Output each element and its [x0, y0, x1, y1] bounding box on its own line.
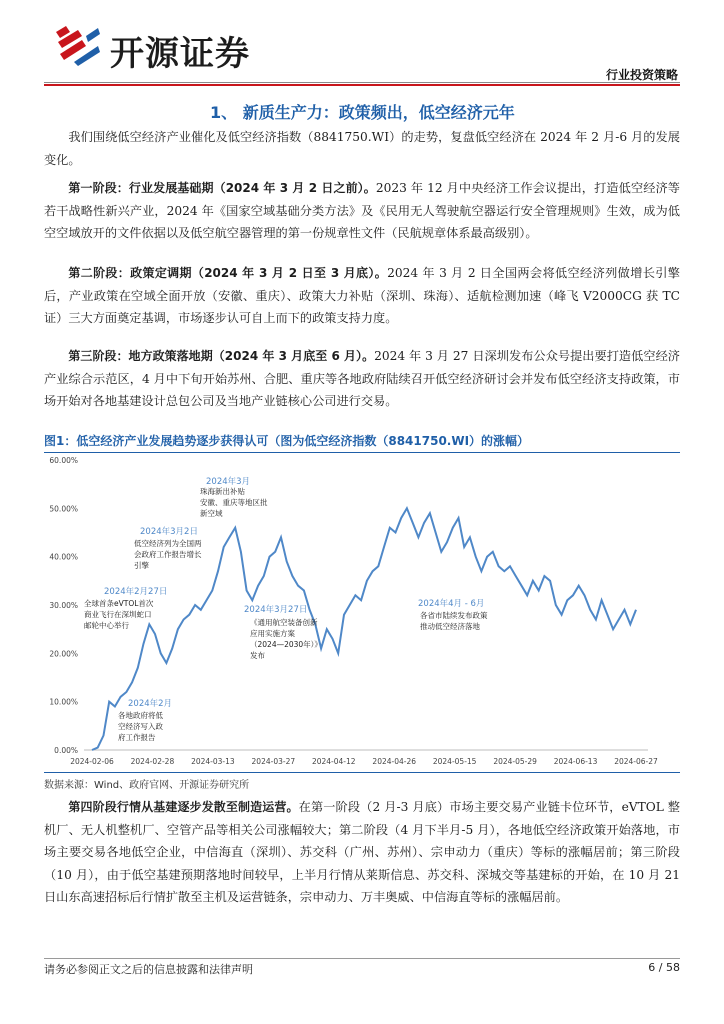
- annotation-date: 2024年3月: [206, 477, 251, 487]
- y-tick-label: 40.00%: [49, 552, 78, 562]
- footer-disclaimer: 请务必参阅正文之后的信息披露和法律声明: [44, 963, 253, 976]
- stage4-heading: 第四阶段行情从基建逐步发散至制造运营。: [68, 800, 299, 814]
- x-tick-label: 2024-02-28: [130, 757, 175, 766]
- annotation-text: 会政府工作报告增长: [134, 550, 202, 559]
- annotation-text: 空经济写入政: [118, 722, 163, 731]
- annotation-text: 各地政府将低: [118, 711, 163, 720]
- x-tick-label: 2024-04-12: [311, 757, 356, 766]
- annotation-text: 发布: [250, 651, 265, 660]
- annotation-text: 《通用航空装备创新: [250, 618, 318, 627]
- y-tick-label: 10.00%: [49, 697, 78, 707]
- section-title: 1、 新质生产力：政策频出，低空经济元年: [210, 103, 515, 122]
- annotation-text: 推动低空经济落地: [420, 622, 480, 631]
- annotation-text: 应用实施方案: [250, 629, 295, 638]
- y-tick-label: 50.00%: [49, 504, 78, 514]
- header-accent-rule: [44, 84, 680, 86]
- annotation-text: 珠海新出补贴: [200, 487, 245, 496]
- footer-rule: [44, 958, 680, 959]
- intro-paragraph: [44, 126, 680, 171]
- annotation-text: 全球首条eVTOL首次: [84, 599, 154, 608]
- y-tick-label: 60.00%: [49, 456, 78, 465]
- annotation-text: 商业飞行在深圳蛇口: [84, 610, 152, 619]
- chart-y-axis: [49, 456, 78, 755]
- annotation-text: 安徽、重庆等地区批: [200, 498, 268, 507]
- stage3-heading: 第三阶段：地方政策落地期（2024 年 3 月底至 6 月）。: [68, 349, 375, 363]
- annotation-text: 低空经济列为全国两: [134, 539, 202, 548]
- annotation-date: 2024年4月 - 6月: [418, 599, 485, 609]
- x-tick-label: 2024-03-27: [251, 757, 296, 766]
- page-number: 6 / 58: [648, 961, 680, 974]
- chart-x-axis: [70, 757, 658, 766]
- x-tick-label: 2024-03-13: [191, 757, 235, 766]
- stage3-paragraph: [44, 345, 680, 413]
- figure-title: 图1：低空经济产业发展趋势逐步获得认可（图为低空经济指数（8841750.WI）的涨幅）: [44, 434, 530, 448]
- y-tick-label: 20.00%: [49, 649, 78, 659]
- x-tick-label: 2024-05-15: [432, 757, 477, 766]
- annotation-text: 府工作报告: [118, 733, 156, 742]
- x-tick-label: 2024-02-06: [70, 757, 114, 766]
- company-logo: [52, 22, 292, 74]
- annotation-text: 新空域: [200, 509, 223, 518]
- intro-text: 我们围绕低空经济产业催化及低空经济指数（8841750.WI）的走势，复盘低空经济在 2024 年 2 月-6 月的发展变化。: [44, 130, 680, 167]
- x-tick-label: 2024-06-13: [553, 757, 598, 766]
- stage4-body: 在第一阶段（2 月-3 月底）市场主要交易产业链卡位环节，eVTOL 整机厂、无人机整机厂、空管产品等相关公司涨幅较大；第二阶段（4 月下半月-5 月），各地低空经济政策开始落地，市场主要交易各地低空企业，中信海直（深圳）、苏交科（广州、苏州）、宗申动力（重庆）等标的涨幅居前；第三阶段（10 月），由于低空基建预期落地时间较早，上半月行情从莱斯信息、苏交科、深城交等基建标的开始，在 10 月 21 日山东高速招标后行情扩散至主机及运营链条，宗申动力、万丰奥威、中信海直等标的涨幅居前。: [44, 800, 680, 904]
- figure-top-rule: [44, 452, 680, 453]
- y-tick-label: 0.00%: [54, 746, 78, 755]
- annotation-date: 2024年3月27日: [244, 605, 308, 615]
- annotation-date: 2024年2月27日: [104, 587, 168, 597]
- annotation-date: 2024年2月: [128, 699, 173, 709]
- stage2-heading: 第二阶段：政策定调期（2024 年 3 月 2 日至 3 月底）。: [68, 266, 388, 280]
- x-tick-label: 2024-05-29: [493, 757, 537, 766]
- annotation-text: 各省市陆续发布政策: [420, 611, 488, 620]
- x-tick-label: 2024-06-27: [614, 757, 658, 766]
- index-line-chart: [44, 454, 680, 770]
- stage3-body: 2024 年 3 月 27 日深圳发布公众号提出要打造低空经济产业综合示范区，4 月中下旬开始苏州、合肥、重庆等各地政府陆续召开低空经济研讨会并发布低空经济支持政策，市场开始对各地基建设计总包公司及当地产业链核心公司进行交易。: [44, 349, 680, 408]
- section-label: 行业投资策略: [605, 68, 678, 82]
- x-tick-label: 2024-04-26: [372, 757, 417, 766]
- annotation-text: 引擎: [134, 561, 149, 570]
- annotation-text: （2024—2030年）》: [250, 640, 322, 649]
- header-rule: [44, 82, 680, 83]
- annotation-text: 邮轮中心举行: [84, 621, 129, 630]
- stage2-body: 2024 年 3 月 2 日全国两会将低空经济列做增长引擎后，产业政策在空域全面开放（安徽、重庆）、政策大力补贴（深圳、珠海）、适航检测加速（峰飞 V2000CG 获 TC 证）三大方面奠定基调，市场逐步认可自上而下的政策支持力度。: [44, 266, 680, 325]
- stage1-paragraph: [44, 177, 680, 245]
- stage2-paragraph: [44, 262, 680, 330]
- stage1-body: 2023 年 12 月中央经济工作会议提出，打造低空经济等若干战略性新兴产业，2024 年《国家空域基础分类方法》及《民用无人驾驶航空器运行安全管理规则》生效，成为低空空域放开的文件依据以及低空航空器管理的第一份规章性文件（民航规章体系最高级别）。: [44, 181, 680, 240]
- stage4-paragraph: [44, 796, 680, 909]
- logo-text: 开源证券: [110, 34, 250, 74]
- y-tick-label: 30.00%: [49, 601, 78, 610]
- logo-mark-icon: [52, 22, 104, 68]
- stage1-heading: 第一阶段：行业发展基础期（2024 年 3 月 2 日之前）。: [68, 181, 376, 195]
- figure-bottom-rule: [44, 772, 680, 773]
- figure-source: 数据来源：Wind、政府官网、开源证券研究所: [44, 780, 250, 791]
- annotation-date: 2024年3月2日: [140, 527, 198, 537]
